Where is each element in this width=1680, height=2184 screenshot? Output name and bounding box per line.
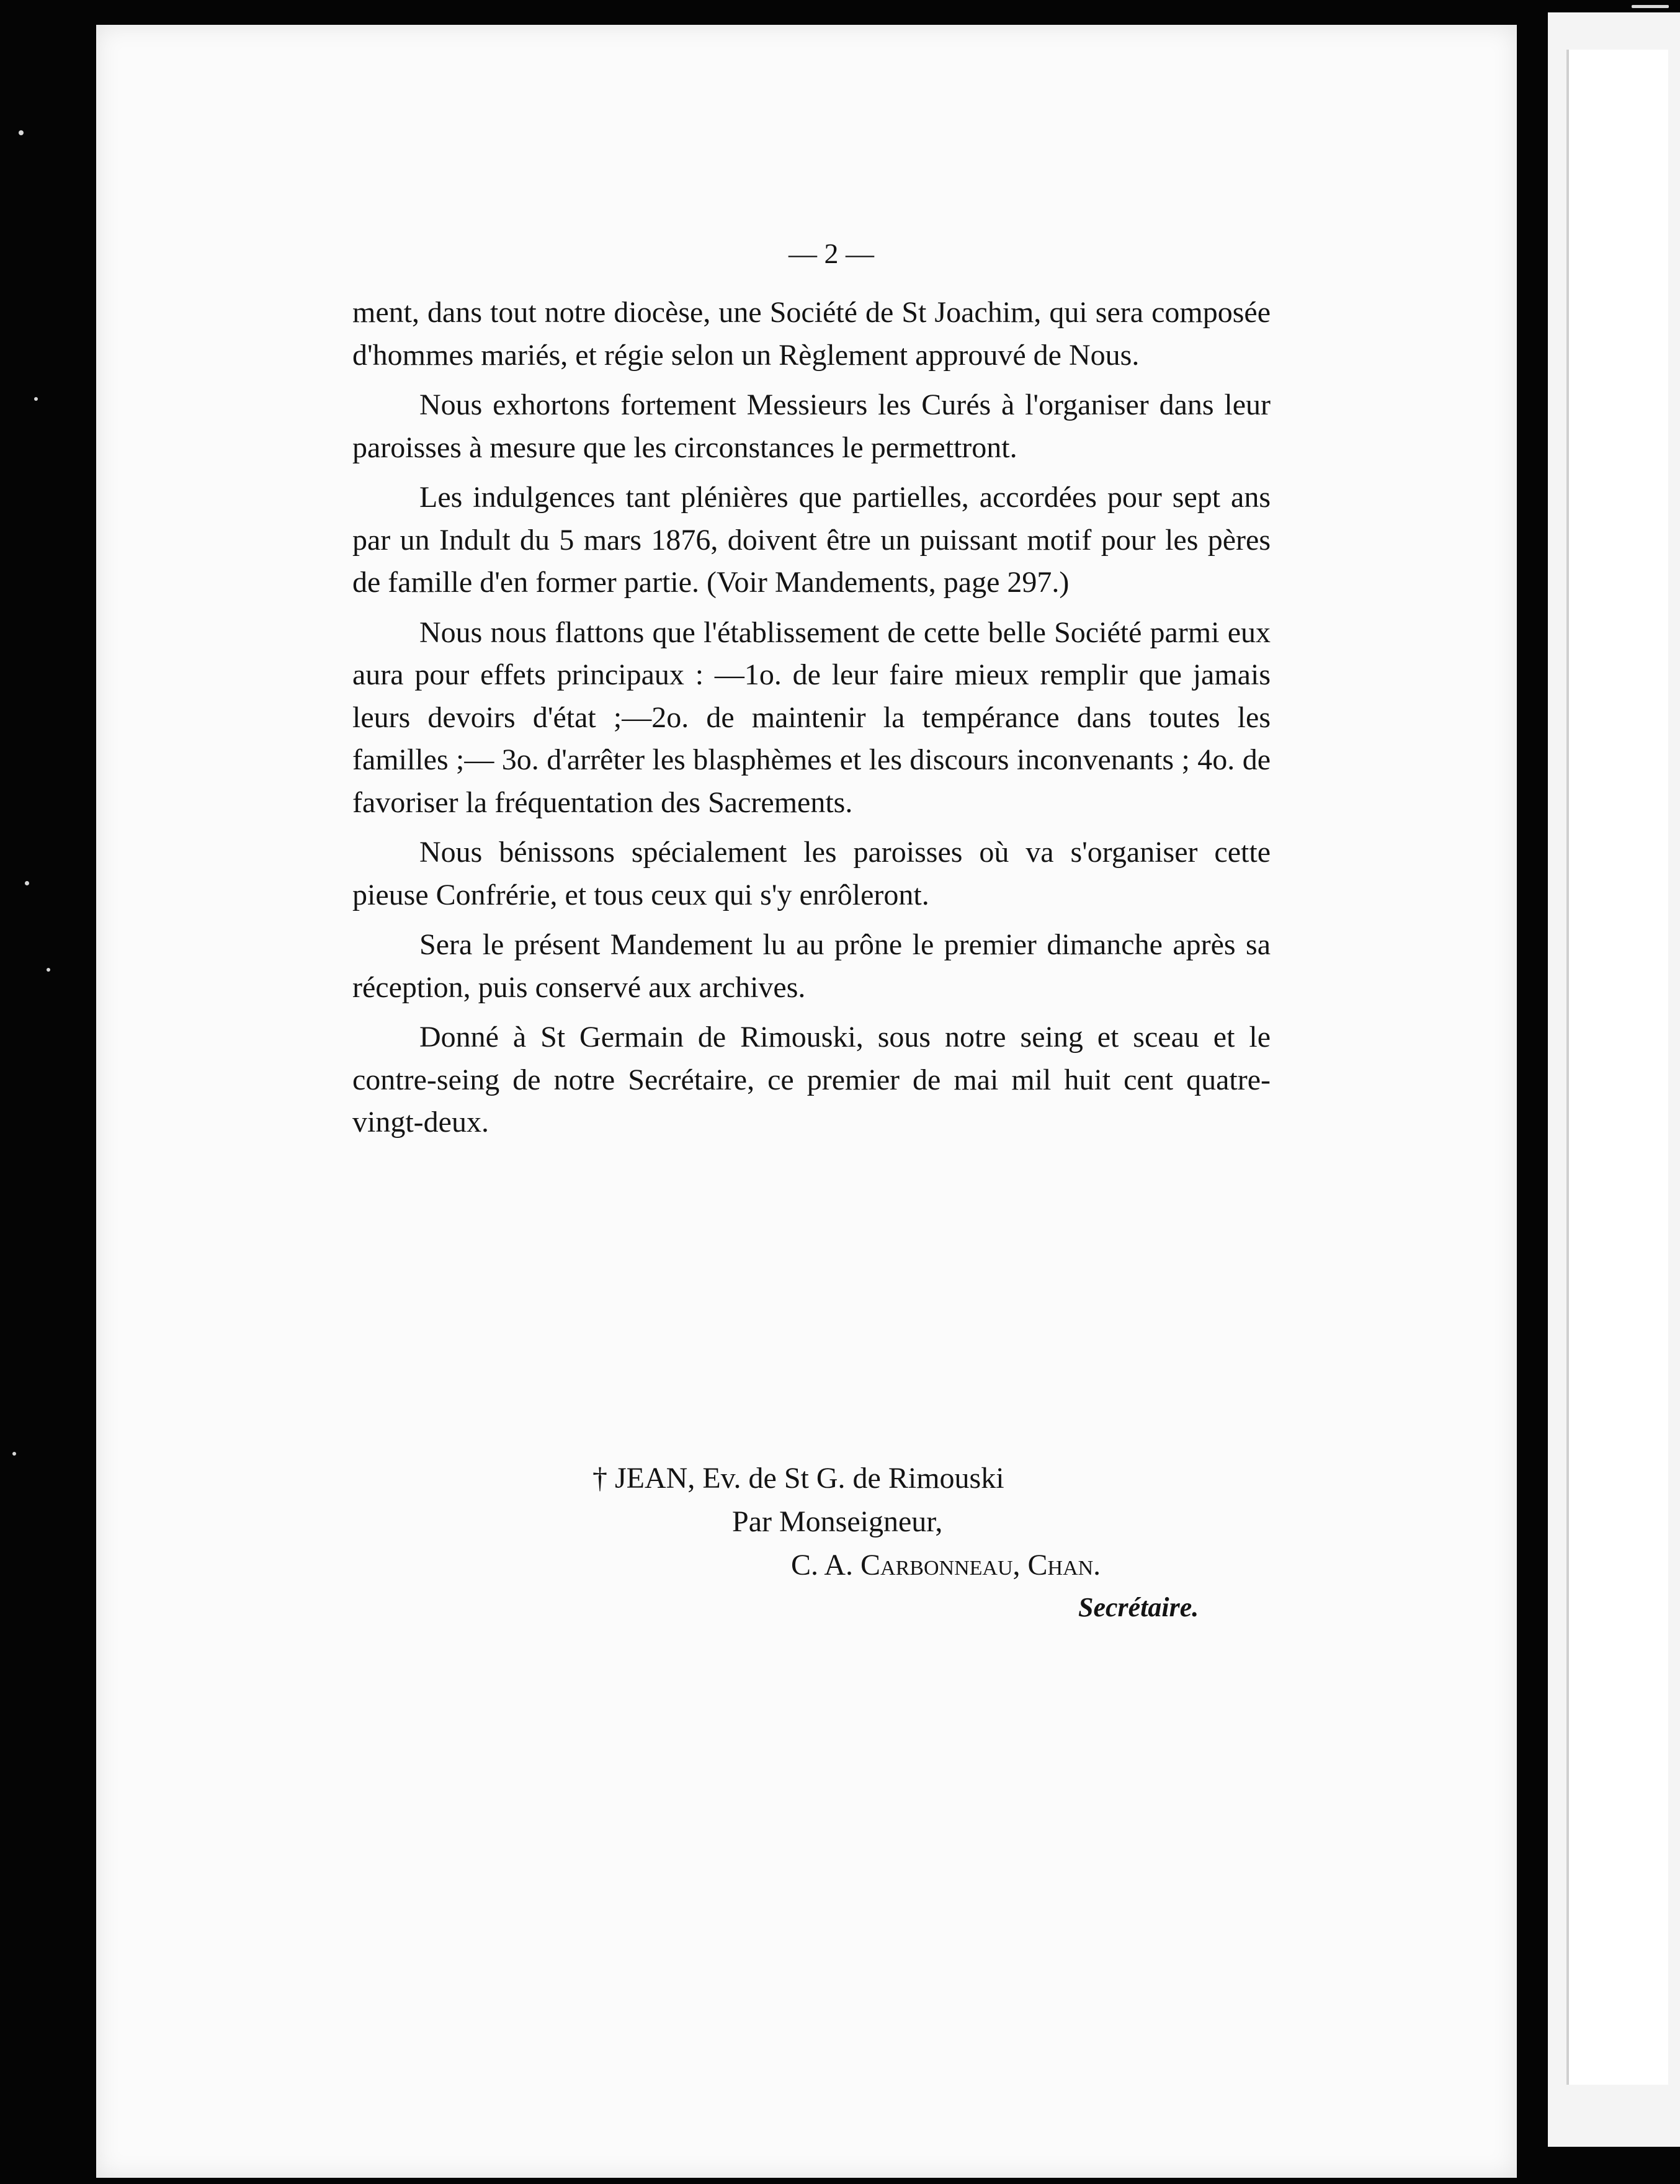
secretary-name: C. A. Carbonneau, Chan. [791,1549,1101,1582]
scan-speck [12,1452,16,1456]
adjacent-page-edge [1548,12,1680,2147]
scan-speck [1632,5,1669,8]
scan-speck [34,397,38,401]
paragraph-effects: Nous nous flattons que l'établissement de cette belle Société parmi eux aura pour effets principaux : —1o. de leur faire mieux remplir que jamais leurs devoirs d'état ;—2o. de maintenir la tempérance dans toutes les familles ;— 3o. d'arrêter les blasphèmes et les discours inconvenants ; 4o. de favoriser la fréquentation des Sacrements. [352,615,1271,819]
secretary-title: Secrétaire. [1078,1592,1199,1622]
paragraph-reading-order: Sera le présent Mandement lu au prône le premier dimanche après sa réception, puis conservé aux archives. [352,928,1271,1004]
scan-speck [19,130,24,135]
paragraph-society-founding: ment, dans tout notre diocèse, une Société de St Joachim, qui sera composée d'hommes mariés, et régie selon un Règlement approuvé de Nous. [352,296,1271,372]
paragraph-given-at: Donné à St Germain de Rimouski, sous notre seing et sceau et le contre-seing de notre Secrétaire, ce premier de mai mil huit cent quatre-vingt-deux. [352,1021,1271,1139]
paragraph-indulgences: Les indulgences tant plénières que partielles, accordées pour sept ans par un Indult du 5 mars 1876, doivent être un puissant motif pour les pères de famille d'en former partie. (Voir Mandements, page 297.) [352,481,1271,599]
adjacent-page-surface [1566,50,1668,2085]
by-order-line: Par Monseigneur, [732,1505,943,1538]
paragraph-exhortation: Nous exhortons fortement Messieurs les Curés à l'organiser dans leur paroisses à mesure que les circonstances le permettront. [352,388,1271,464]
scan-speck [47,968,50,972]
scan-speck [25,881,29,885]
paragraph-blessing: Nous bénissons spécialement les paroisses où va s'organiser cette pieuse Confrérie, et tous ceux qui s'y enrôleront. [352,836,1271,911]
bishop-signature: † JEAN, Ev. de St G. de Rimouski [592,1462,1004,1495]
body-text [352,292,1271,1152]
page-number: — 2 — [789,238,874,269]
